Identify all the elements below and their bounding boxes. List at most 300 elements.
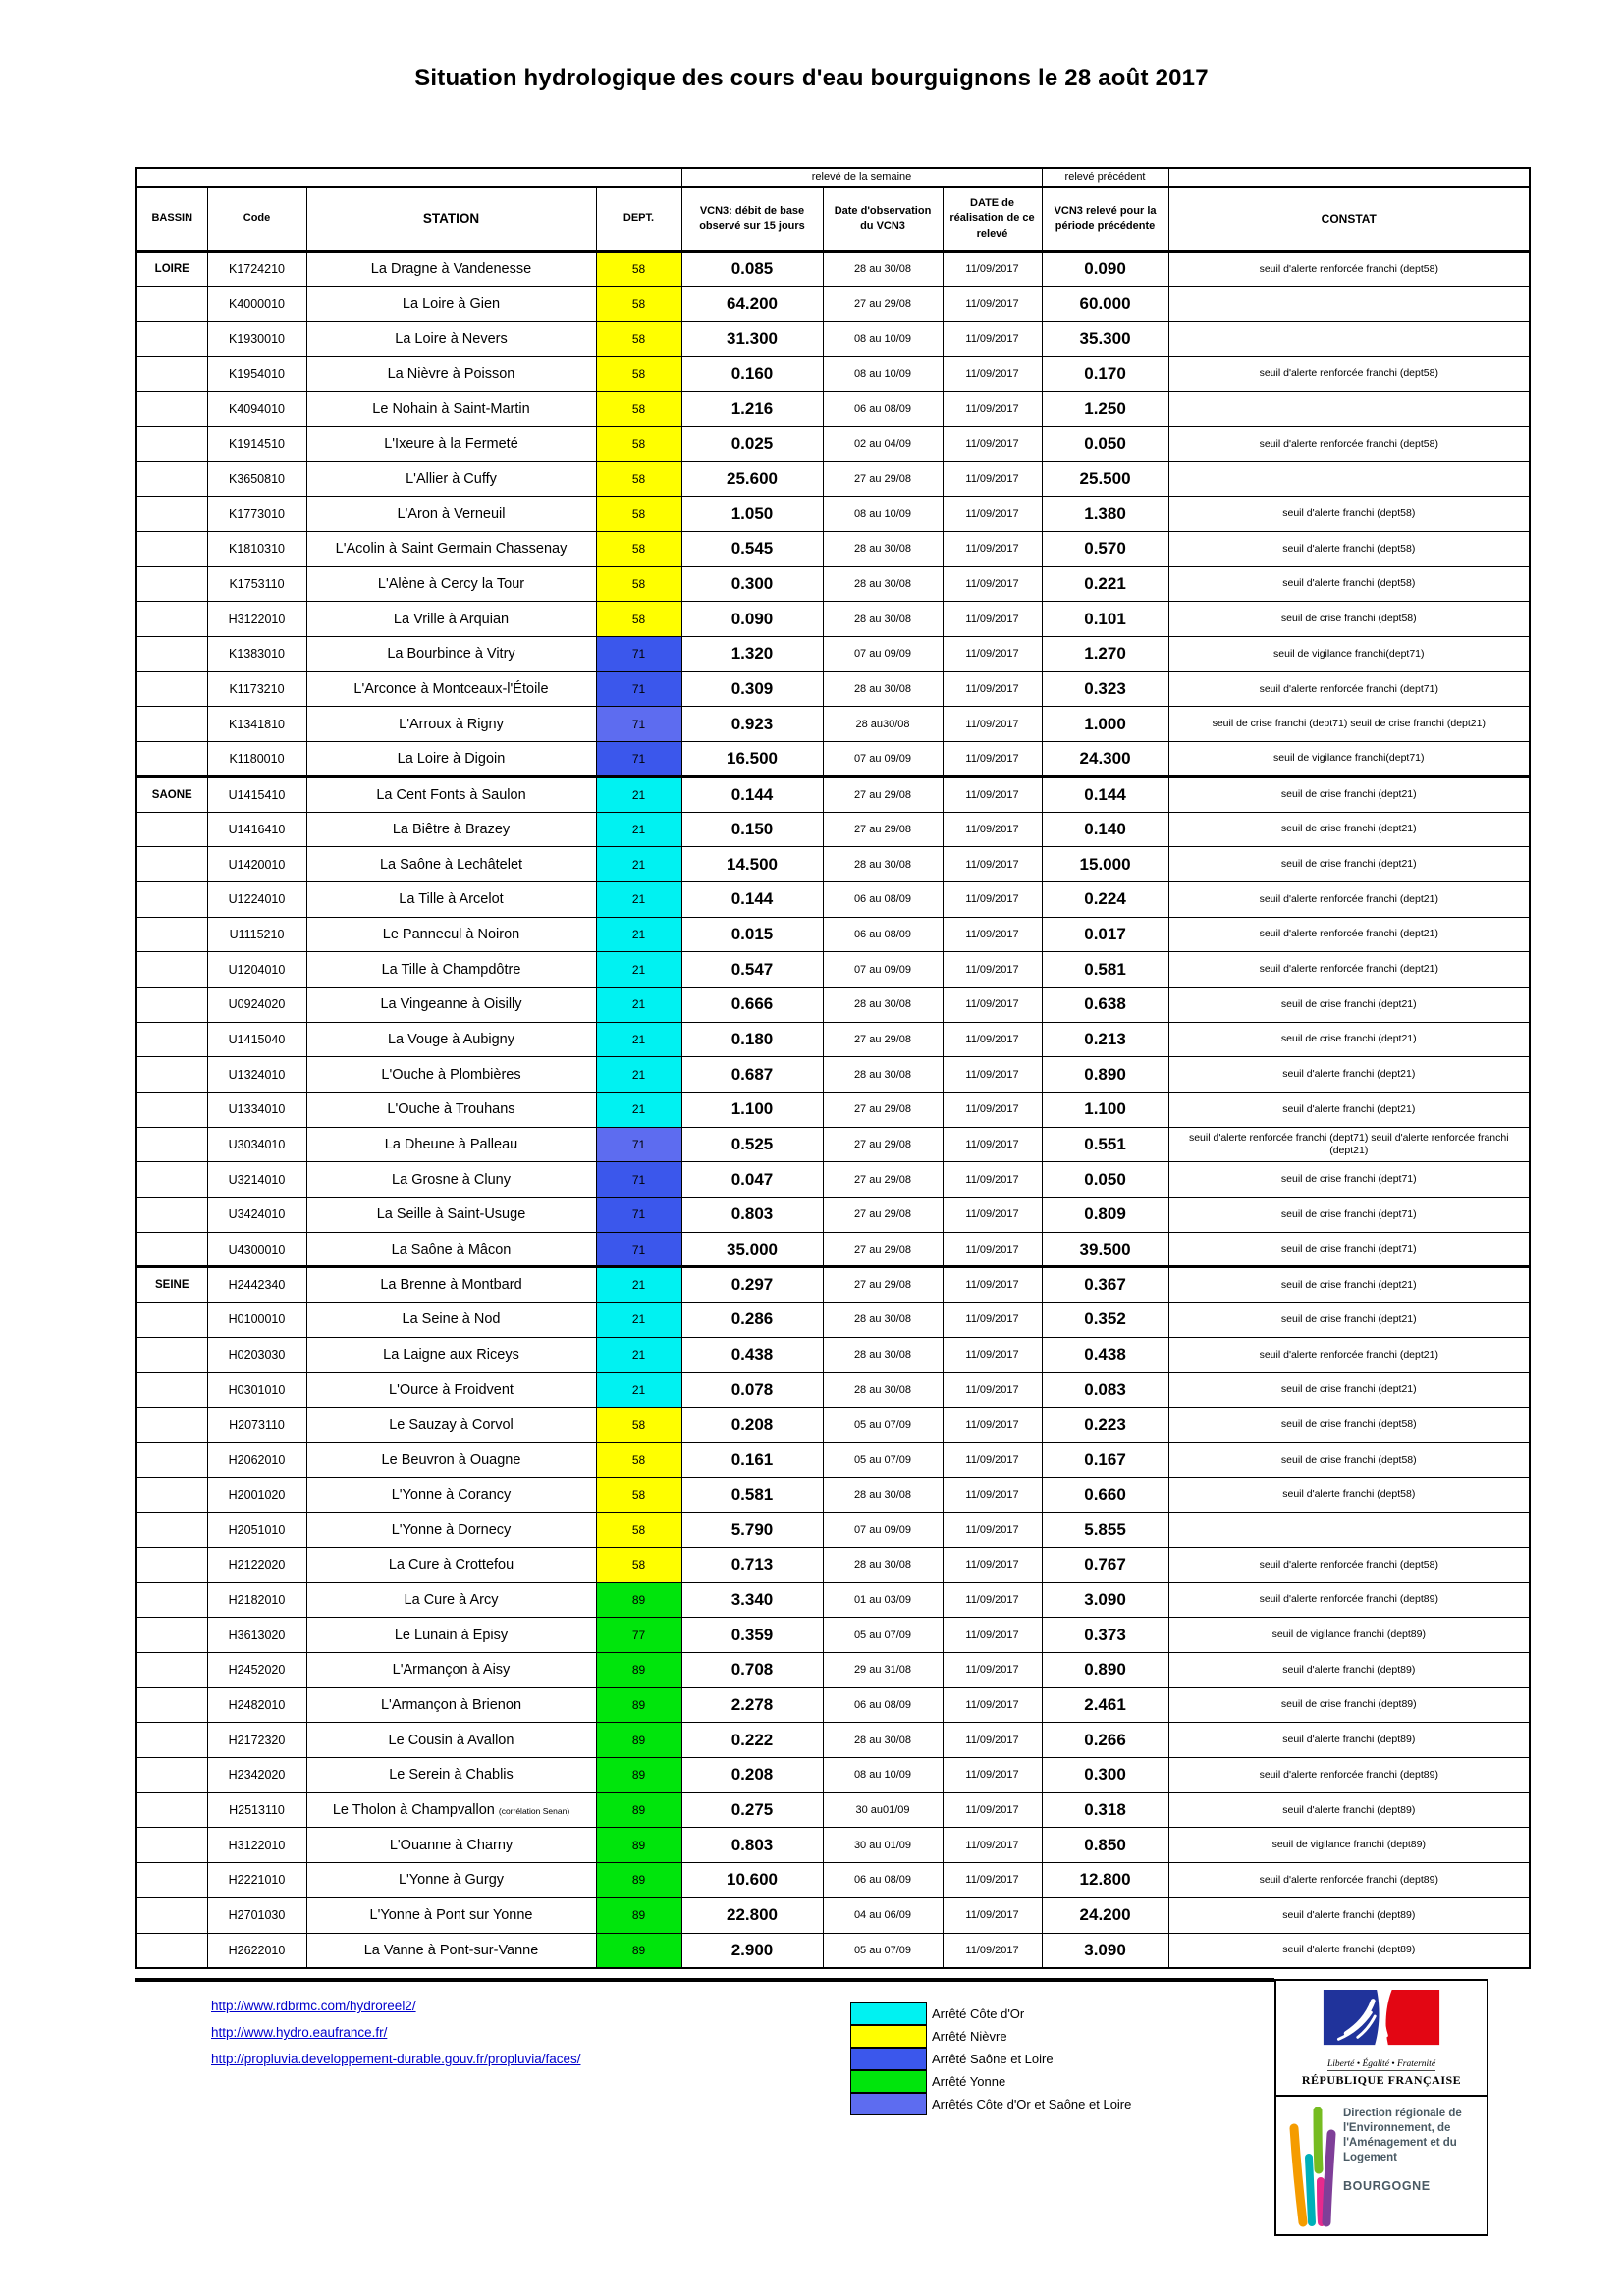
cell-station-code: U1416410 — [207, 812, 306, 847]
cell-releve-date: 11/09/2017 — [943, 917, 1042, 952]
col-header-dept: DEPT. — [596, 187, 681, 251]
cell-constat: seuil d'alerte renforcée franchi (dept58) — [1168, 1547, 1530, 1582]
cell-constat: seuil d'alerte renforcée franchi (dept89) — [1168, 1758, 1530, 1793]
cell-bassin — [136, 1337, 207, 1372]
cell-dept: 89 — [596, 1653, 681, 1688]
cell-dept: 58 — [596, 426, 681, 461]
cell-observation-dates: 28 au 30/08 — [823, 602, 943, 637]
cell-dept: 21 — [596, 1303, 681, 1338]
cell-releve-date: 11/09/2017 — [943, 637, 1042, 672]
cell-vcn3-value: 0.161 — [681, 1442, 823, 1477]
table-row — [136, 1687, 1530, 1723]
cell-station-code: H3122010 — [207, 1828, 306, 1863]
cell-observation-dates: 28 au 30/08 — [823, 847, 943, 882]
table-row — [136, 987, 1530, 1022]
cell-constat: seuil d'alerte franchi (dept89) — [1168, 1723, 1530, 1758]
cell-vcn3-value: 16.500 — [681, 742, 823, 777]
cell-releve-date: 11/09/2017 — [943, 987, 1042, 1022]
cell-vcn3-value: 0.085 — [681, 251, 823, 287]
cell-station-name: L'Yonne à Corancy — [306, 1477, 596, 1513]
column-header-row — [136, 187, 1530, 251]
cell-constat: seuil de crise franchi (dept71) — [1168, 1198, 1530, 1233]
cell-constat: seuil de crise franchi (dept21) — [1168, 847, 1530, 882]
cell-releve-date: 11/09/2017 — [943, 847, 1042, 882]
footer-divider — [135, 1978, 1274, 1982]
cell-station-code: K3650810 — [207, 461, 306, 497]
cell-previous-vcn3: 0.367 — [1042, 1267, 1168, 1303]
table-row — [136, 1828, 1530, 1863]
cell-vcn3-value: 1.216 — [681, 392, 823, 427]
cell-station-name: Le Pannecul à Noiron — [306, 917, 596, 952]
cell-releve-date: 11/09/2017 — [943, 1337, 1042, 1372]
cell-previous-vcn3: 0.050 — [1042, 1162, 1168, 1198]
page-title: Situation hydrologique des cours d'eau bourguignons le 28 août 2017 — [414, 65, 1209, 91]
table-row — [136, 776, 1530, 812]
cell-bassin — [136, 1022, 207, 1057]
cell-observation-dates: 05 au 07/09 — [823, 1442, 943, 1477]
cell-releve-date: 11/09/2017 — [943, 566, 1042, 602]
cell-vcn3-value: 31.300 — [681, 321, 823, 356]
cell-previous-vcn3: 5.855 — [1042, 1513, 1168, 1548]
cell-constat: seuil d'alerte franchi (dept58) — [1168, 1477, 1530, 1513]
cell-observation-dates: 27 au 29/08 — [823, 1162, 943, 1198]
table-row — [136, 847, 1530, 882]
cell-releve-date: 11/09/2017 — [943, 1127, 1042, 1162]
cell-bassin: SAONE — [136, 776, 207, 812]
cell-observation-dates: 28 au 30/08 — [823, 1337, 943, 1372]
cell-vcn3-value: 0.208 — [681, 1758, 823, 1793]
cell-observation-dates: 28 au 30/08 — [823, 251, 943, 287]
table-row — [136, 1162, 1530, 1198]
footer-link[interactable]: http://www.rdbrmc.com/hydroreel2/ — [211, 1999, 416, 2013]
cell-station-name: Le Sauzay à Corvol — [306, 1408, 596, 1443]
cell-releve-date: 11/09/2017 — [943, 1162, 1042, 1198]
cell-dept: 21 — [596, 881, 681, 917]
cell-vcn3-value: 0.090 — [681, 602, 823, 637]
cell-station-code: U1115210 — [207, 917, 306, 952]
cell-station-name: La Bourbince à Vitry — [306, 637, 596, 672]
cell-releve-date: 11/09/2017 — [943, 742, 1042, 777]
cell-releve-date: 11/09/2017 — [943, 392, 1042, 427]
cell-vcn3-value: 0.803 — [681, 1828, 823, 1863]
cell-observation-dates: 07 au 09/09 — [823, 742, 943, 777]
cell-previous-vcn3: 0.144 — [1042, 776, 1168, 812]
cell-observation-dates: 28 au 30/08 — [823, 1723, 943, 1758]
col-header-vcn3: VCN3: débit de base observé sur 15 jours — [681, 187, 823, 251]
cell-dept: 58 — [596, 497, 681, 532]
cell-station-code: K1810310 — [207, 532, 306, 567]
table-row — [136, 1337, 1530, 1372]
cell-constat: seuil d'alerte renforcée franchi (dept58) — [1168, 251, 1530, 287]
cell-station-code: U4300010 — [207, 1232, 306, 1267]
cell-station-name: La Dheune à Palleau — [306, 1127, 596, 1162]
cell-releve-date: 11/09/2017 — [943, 1513, 1042, 1548]
cell-observation-dates: 04 au 06/09 — [823, 1897, 943, 1933]
cell-station-code: U1324010 — [207, 1057, 306, 1093]
cell-observation-dates: 01 au 03/09 — [823, 1582, 943, 1618]
cell-dept: 71 — [596, 1162, 681, 1198]
table-row — [136, 1758, 1530, 1793]
cell-station-code: H2452020 — [207, 1653, 306, 1688]
cell-constat: seuil de crise franchi (dept21) — [1168, 1022, 1530, 1057]
cell-station-name: L'Yonne à Dornecy — [306, 1513, 596, 1548]
cell-previous-vcn3: 1.250 — [1042, 392, 1168, 427]
cell-releve-date: 11/09/2017 — [943, 707, 1042, 742]
cell-previous-vcn3: 0.352 — [1042, 1303, 1168, 1338]
cell-station-name: Le Nohain à Saint-Martin — [306, 392, 596, 427]
cell-vcn3-value: 0.047 — [681, 1162, 823, 1198]
cell-station-code: H0100010 — [207, 1303, 306, 1338]
cell-releve-date: 11/09/2017 — [943, 1232, 1042, 1267]
cell-bassin — [136, 1513, 207, 1548]
cell-constat: seuil d'alerte franchi (dept89) — [1168, 1897, 1530, 1933]
cell-bassin — [136, 497, 207, 532]
legend-swatch — [850, 2093, 927, 2115]
cell-constat: seuil d'alerte renforcée franchi (dept21) — [1168, 1337, 1530, 1372]
cell-constat: seuil d'alerte renforcée franchi (dept89) — [1168, 1582, 1530, 1618]
cell-vcn3-value: 0.803 — [681, 1198, 823, 1233]
cell-constat: seuil d'alerte franchi (dept21) — [1168, 1057, 1530, 1093]
cell-constat: seuil de crise franchi (dept58) — [1168, 1408, 1530, 1443]
cell-previous-vcn3: 0.083 — [1042, 1372, 1168, 1408]
cell-station-code: K1930010 — [207, 321, 306, 356]
cell-vcn3-value: 10.600 — [681, 1863, 823, 1898]
table-row — [136, 532, 1530, 567]
cell-vcn3-value: 0.545 — [681, 532, 823, 567]
cell-observation-dates: 05 au 07/09 — [823, 1933, 943, 1968]
french-flag-marianne-icon — [1319, 1988, 1444, 2049]
cell-dept: 21 — [596, 952, 681, 988]
cell-previous-vcn3: 0.213 — [1042, 1022, 1168, 1057]
cell-dept: 71 — [596, 1198, 681, 1233]
cell-vcn3-value: 0.297 — [681, 1267, 823, 1303]
cell-vcn3-value: 0.923 — [681, 707, 823, 742]
cell-previous-vcn3: 0.170 — [1042, 356, 1168, 392]
cell-station-code: U1415410 — [207, 776, 306, 812]
cell-constat: seuil d'alerte franchi (dept89) — [1168, 1792, 1530, 1828]
cell-observation-dates: 07 au 09/09 — [823, 1513, 943, 1548]
cell-station-code: K4000010 — [207, 287, 306, 322]
dreal-region: BOURGOGNE — [1343, 2178, 1431, 2193]
cell-station-code: H2701030 — [207, 1897, 306, 1933]
cell-previous-vcn3: 0.570 — [1042, 532, 1168, 567]
table-row — [136, 1723, 1530, 1758]
cell-bassin — [136, 1792, 207, 1828]
cell-dept: 71 — [596, 742, 681, 777]
cell-observation-dates: 27 au 29/08 — [823, 1127, 943, 1162]
cell-station-name: L'Yonne à Pont sur Yonne — [306, 1897, 596, 1933]
table-row — [136, 1897, 1530, 1933]
cell-vcn3-value: 0.180 — [681, 1022, 823, 1057]
cell-releve-date: 11/09/2017 — [943, 1828, 1042, 1863]
table-row — [136, 1618, 1530, 1653]
col-header-date: DATE de réalisation de ce relevé — [943, 187, 1042, 251]
cell-dept: 21 — [596, 847, 681, 882]
cell-bassin — [136, 1618, 207, 1653]
legend-swatch — [850, 2048, 927, 2070]
cell-station-name: L'Ouche à Trouhans — [306, 1093, 596, 1128]
cell-vcn3-value: 0.144 — [681, 776, 823, 812]
cell-constat: seuil de crise franchi (dept71) — [1168, 1232, 1530, 1267]
footer-link[interactable]: http://www.hydro.eaufrance.fr/ — [211, 2025, 388, 2040]
cell-bassin — [136, 742, 207, 777]
cell-vcn3-value: 2.278 — [681, 1687, 823, 1723]
cell-previous-vcn3: 24.200 — [1042, 1897, 1168, 1933]
cell-vcn3-value: 14.500 — [681, 847, 823, 882]
cell-previous-vcn3: 24.300 — [1042, 742, 1168, 777]
cell-observation-dates: 27 au 29/08 — [823, 1267, 943, 1303]
cell-station-code: U0924020 — [207, 987, 306, 1022]
cell-constat: seuil de crise franchi (dept21) — [1168, 1372, 1530, 1408]
cell-station-code: K1724210 — [207, 251, 306, 287]
cell-previous-vcn3: 60.000 — [1042, 287, 1168, 322]
col-header-station: STATION — [306, 187, 596, 251]
cell-dept: 58 — [596, 461, 681, 497]
cell-vcn3-value: 1.100 — [681, 1093, 823, 1128]
legend-label: Arrêté Côte d'Or — [932, 2006, 1025, 2021]
cell-constat — [1168, 321, 1530, 356]
cell-station-name: La Loire à Digoin — [306, 742, 596, 777]
cell-station-name: La Vouge à Aubigny — [306, 1022, 596, 1057]
cell-vcn3-value: 25.600 — [681, 461, 823, 497]
dreal-title: Direction régionale de l'Environnement, de l'Aménagement et du Logement — [1343, 2108, 1462, 2163]
cell-constat: seuil de crise franchi (dept58) — [1168, 602, 1530, 637]
cell-previous-vcn3: 0.223 — [1042, 1408, 1168, 1443]
cell-dept: 71 — [596, 707, 681, 742]
cell-station-code: K1954010 — [207, 356, 306, 392]
cell-station-name: La Tille à Champdôtre — [306, 952, 596, 988]
legend-swatch — [850, 2025, 927, 2048]
cell-dept: 71 — [596, 1127, 681, 1162]
cell-releve-date: 11/09/2017 — [943, 776, 1042, 812]
cell-station-code: U3034010 — [207, 1127, 306, 1162]
cell-constat: seuil d'alerte renforcée franchi (dept21) — [1168, 881, 1530, 917]
cell-station-code: H2513110 — [207, 1792, 306, 1828]
cell-station-name: Le Beuvron à Ouagne — [306, 1442, 596, 1477]
cell-station-name: L'Ouche à Plombières — [306, 1057, 596, 1093]
cell-vcn3-value: 1.320 — [681, 637, 823, 672]
cell-station-code: U1420010 — [207, 847, 306, 882]
cell-station-name: La Dragne à Vandenesse — [306, 251, 596, 287]
cell-dept: 89 — [596, 1863, 681, 1898]
cell-previous-vcn3: 0.017 — [1042, 917, 1168, 952]
cell-bassin: LOIRE — [136, 251, 207, 287]
table-row — [136, 1933, 1530, 1968]
cell-bassin — [136, 1687, 207, 1723]
cell-vcn3-value: 0.359 — [681, 1618, 823, 1653]
cell-dept: 58 — [596, 321, 681, 356]
legend-item — [850, 2002, 1131, 2025]
cell-bassin — [136, 707, 207, 742]
cell-constat: seuil d'alerte franchi (dept58) — [1168, 497, 1530, 532]
cell-bassin — [136, 1547, 207, 1582]
cell-dept: 77 — [596, 1618, 681, 1653]
cell-dept: 58 — [596, 1513, 681, 1548]
legend-swatch — [850, 2070, 927, 2093]
cell-bassin — [136, 1198, 207, 1233]
cell-dept: 89 — [596, 1828, 681, 1863]
cell-constat: seuil de crise franchi (dept21) — [1168, 812, 1530, 847]
cell-releve-date: 11/09/2017 — [943, 1477, 1042, 1513]
cell-dept: 21 — [596, 1093, 681, 1128]
cell-station-name: La Cent Fonts à Saulon — [306, 776, 596, 812]
cell-station-name: La Cure à Arcy — [306, 1582, 596, 1618]
cell-previous-vcn3: 0.266 — [1042, 1723, 1168, 1758]
legend-label: Arrêté Nièvre — [932, 2029, 1007, 2044]
cell-previous-vcn3: 25.500 — [1042, 461, 1168, 497]
logos-panel — [1274, 1979, 1488, 2236]
cell-releve-date: 11/09/2017 — [943, 1372, 1042, 1408]
table-row — [136, 952, 1530, 988]
table-row — [136, 1477, 1530, 1513]
table-row — [136, 426, 1530, 461]
table-row — [136, 1792, 1530, 1828]
cell-vcn3-value: 0.708 — [681, 1653, 823, 1688]
cell-station-code: H2062010 — [207, 1442, 306, 1477]
cell-bassin — [136, 392, 207, 427]
cell-constat: seuil d'alerte renforcée franchi (dept71) seuil d'alerte renforcée franchi (dept21) — [1168, 1127, 1530, 1162]
cell-releve-date: 11/09/2017 — [943, 1723, 1042, 1758]
cell-station-code: H0203030 — [207, 1337, 306, 1372]
table-row — [136, 1022, 1530, 1057]
cell-vcn3-value: 0.144 — [681, 881, 823, 917]
cell-releve-date: 11/09/2017 — [943, 1267, 1042, 1303]
table-row — [136, 1093, 1530, 1128]
cell-station-code: H3122010 — [207, 602, 306, 637]
footer-links — [211, 1993, 580, 2072]
cell-bassin — [136, 1582, 207, 1618]
cell-constat: seuil de crise franchi (dept21) — [1168, 987, 1530, 1022]
cell-station-code: K1341810 — [207, 707, 306, 742]
cell-vcn3-value: 22.800 — [681, 1897, 823, 1933]
cell-station-code: H2442340 — [207, 1267, 306, 1303]
table-row — [136, 1408, 1530, 1443]
cell-previous-vcn3: 0.438 — [1042, 1337, 1168, 1372]
cell-bassin — [136, 1723, 207, 1758]
cell-constat: seuil de vigilance franchi(dept71) — [1168, 637, 1530, 672]
cell-constat: seuil d'alerte renforcée franchi (dept71) — [1168, 671, 1530, 707]
cell-dept: 58 — [596, 532, 681, 567]
cell-bassin — [136, 1057, 207, 1093]
cell-previous-vcn3: 0.140 — [1042, 812, 1168, 847]
cell-station-code: H2482010 — [207, 1687, 306, 1723]
cell-observation-dates: 27 au 29/08 — [823, 1093, 943, 1128]
cell-dept: 89 — [596, 1758, 681, 1793]
cell-observation-dates: 28 au 30/08 — [823, 1547, 943, 1582]
cell-station-name: La Grosne à Cluny — [306, 1162, 596, 1198]
cell-dept: 58 — [596, 1408, 681, 1443]
cell-vcn3-value: 0.208 — [681, 1408, 823, 1443]
cell-previous-vcn3: 35.300 — [1042, 321, 1168, 356]
table-row — [136, 461, 1530, 497]
legend-label: Arrêté Yonne — [932, 2074, 1006, 2089]
table-row — [136, 1513, 1530, 1548]
hydrology-table — [135, 167, 1531, 1969]
cell-dept: 21 — [596, 1022, 681, 1057]
cell-dept: 58 — [596, 602, 681, 637]
cell-previous-vcn3: 0.809 — [1042, 1198, 1168, 1233]
cell-dept: 21 — [596, 917, 681, 952]
cell-previous-vcn3: 0.890 — [1042, 1057, 1168, 1093]
cell-station-name: L'Ouanne à Charny — [306, 1828, 596, 1863]
cell-dept: 58 — [596, 356, 681, 392]
cell-bassin — [136, 637, 207, 672]
cell-releve-date: 11/09/2017 — [943, 1582, 1042, 1618]
cell-vcn3-value: 0.687 — [681, 1057, 823, 1093]
cell-releve-date: 11/09/2017 — [943, 1863, 1042, 1898]
cell-vcn3-value: 0.666 — [681, 987, 823, 1022]
cell-station-name: La Loire à Nevers — [306, 321, 596, 356]
band-previous-header: relevé précédent — [1042, 168, 1168, 187]
cell-previous-vcn3: 1.000 — [1042, 707, 1168, 742]
cell-station-code: U1334010 — [207, 1093, 306, 1128]
cell-observation-dates: 27 au 29/08 — [823, 1232, 943, 1267]
cell-bassin — [136, 1477, 207, 1513]
cell-releve-date: 11/09/2017 — [943, 952, 1042, 988]
cell-bassin — [136, 1127, 207, 1162]
table-row — [136, 566, 1530, 602]
cell-previous-vcn3: 0.090 — [1042, 251, 1168, 287]
band-week-header: relevé de la semaine — [681, 168, 1042, 187]
cell-bassin — [136, 1828, 207, 1863]
cell-vcn3-value: 0.015 — [681, 917, 823, 952]
cell-vcn3-value: 0.150 — [681, 812, 823, 847]
cell-station-name: L'Armançon à Aisy — [306, 1653, 596, 1688]
cell-station-name: L'Ixeure à la Fermeté — [306, 426, 596, 461]
cell-station-code: K1914510 — [207, 426, 306, 461]
cell-releve-date: 11/09/2017 — [943, 1933, 1042, 1968]
cell-constat — [1168, 392, 1530, 427]
cell-constat: seuil de crise franchi (dept21) — [1168, 776, 1530, 812]
footer-link[interactable]: http://propluvia.developpement-durable.gouv.fr/propluvia/faces/ — [211, 2052, 581, 2066]
legend-label: Arrêtés Côte d'Or et Saône et Loire — [932, 2097, 1132, 2111]
cell-station-name: La Saône à Lechâtelet — [306, 847, 596, 882]
table-row — [136, 1582, 1530, 1618]
cell-station-name: L'Allier à Cuffy — [306, 461, 596, 497]
table-row — [136, 1127, 1530, 1162]
cell-vcn3-value: 0.300 — [681, 566, 823, 602]
cell-vcn3-value: 0.025 — [681, 426, 823, 461]
cell-previous-vcn3: 0.767 — [1042, 1547, 1168, 1582]
cell-station-name: La Biêtre à Brazey — [306, 812, 596, 847]
cell-releve-date: 11/09/2017 — [943, 812, 1042, 847]
cell-station-name: La Brenne à Montbard — [306, 1267, 596, 1303]
cell-station-code: U3214010 — [207, 1162, 306, 1198]
cell-station-name: L'Yonne à Gurgy — [306, 1863, 596, 1898]
legend-item — [850, 2070, 1131, 2093]
cell-bassin — [136, 881, 207, 917]
col-header-constat: CONSTAT — [1168, 187, 1530, 251]
cell-constat — [1168, 287, 1530, 322]
cell-dept: 58 — [596, 1477, 681, 1513]
cell-bassin: SEINE — [136, 1267, 207, 1303]
cell-observation-dates: 27 au 29/08 — [823, 812, 943, 847]
cell-observation-dates: 27 au 29/08 — [823, 1198, 943, 1233]
cell-station-code: U1204010 — [207, 952, 306, 988]
cell-observation-dates: 29 au 31/08 — [823, 1653, 943, 1688]
cell-station-code: H2051010 — [207, 1513, 306, 1548]
cell-vcn3-value: 0.713 — [681, 1547, 823, 1582]
cell-constat: seuil de crise franchi (dept71) seuil de crise franchi (dept21) — [1168, 707, 1530, 742]
col-header-obs: Date d'observation du VCN3 — [823, 187, 943, 251]
cell-observation-dates: 02 au 04/09 — [823, 426, 943, 461]
table-row — [136, 917, 1530, 952]
cell-releve-date: 11/09/2017 — [943, 1653, 1042, 1688]
table-row — [136, 251, 1530, 287]
cell-previous-vcn3: 12.800 — [1042, 1863, 1168, 1898]
cell-previous-vcn3: 1.380 — [1042, 497, 1168, 532]
cell-observation-dates: 07 au 09/09 — [823, 637, 943, 672]
